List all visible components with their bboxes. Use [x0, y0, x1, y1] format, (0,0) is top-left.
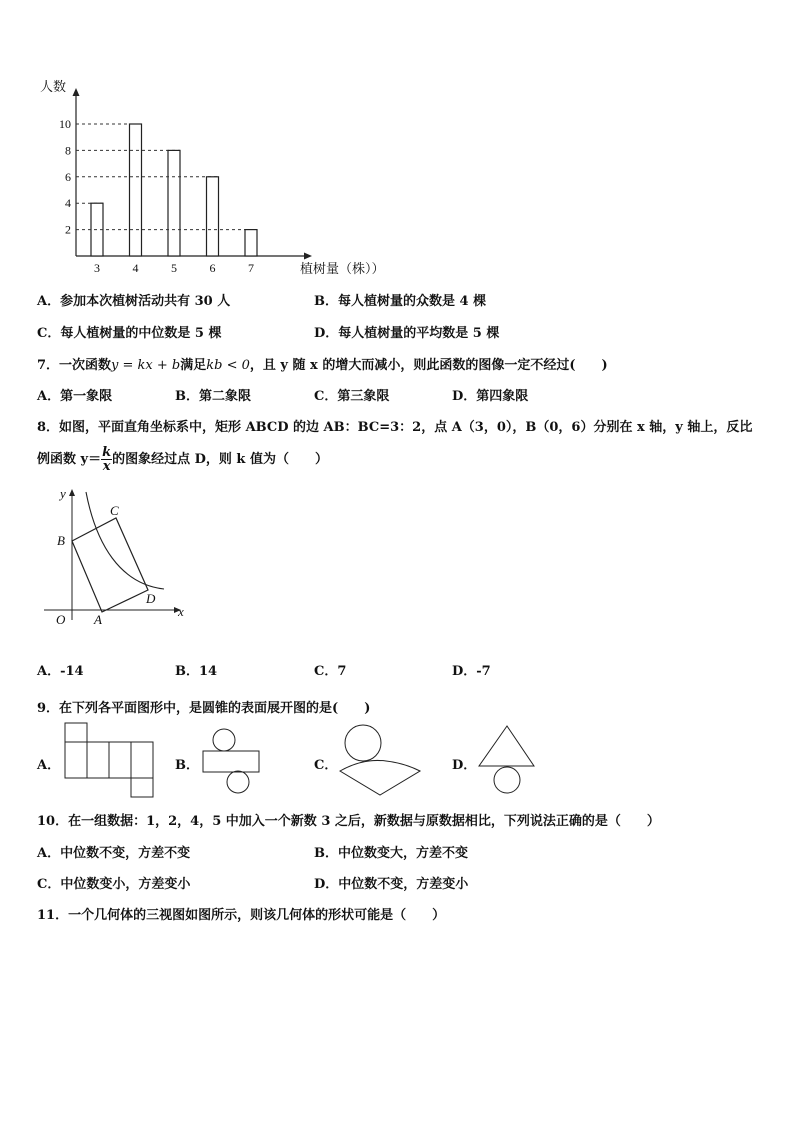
- bar-7: [245, 230, 257, 256]
- y-tick-4: 4: [65, 196, 71, 211]
- q7-stem-mid: 满足: [180, 358, 207, 373]
- q8-hyperbola: [86, 492, 164, 589]
- q9-stem: 9．在下列各平面图形中，是圆锥的表面展开图的是( ): [37, 701, 371, 716]
- q6-option-a: A．参加本次植树活动共有 30 人: [37, 294, 231, 309]
- q9-option-a-figure: [62, 722, 162, 802]
- y-tick-6: 6: [65, 169, 71, 184]
- q8-option-b: B．14: [175, 664, 218, 679]
- bar-6: [207, 177, 219, 256]
- x-tick-3: 3: [94, 261, 100, 275]
- q8-y-arrow: [69, 489, 75, 496]
- q8-rectangle: [72, 518, 148, 612]
- q10-option-c: C．中位数变小，方差变小: [37, 877, 191, 892]
- y-tick-10: 10: [59, 117, 71, 131]
- q10-option-d: D．中位数不变，方差变小: [314, 877, 469, 892]
- q8-label-c: C: [110, 503, 119, 518]
- q9-option-b-figure: [198, 722, 268, 802]
- y-tick-2: 2: [65, 222, 71, 237]
- q8-figure: [36, 484, 196, 644]
- q7-condition: kb < 0: [206, 358, 250, 373]
- x-tick-4: 4: [132, 261, 139, 275]
- q9-option-d-figure: [476, 722, 546, 802]
- q9-option-c-figure: [338, 722, 428, 802]
- bar-5: [168, 150, 180, 256]
- q10-stem: 10．在一组数据：1，2，4，5 中加入一个新数 3 之后，新数据与原数据相比，下列说法正确的是（ ）: [37, 814, 660, 829]
- q9-option-d-label: D．: [452, 758, 477, 773]
- x-axis-arrow: [304, 253, 312, 260]
- q8-line2-pre: 例函数 y＝: [37, 452, 102, 467]
- q8-label-b: B: [57, 533, 65, 548]
- q6-option-c: C．每人植树量的中位数是 5 棵: [37, 326, 222, 341]
- q6-option-d: D．每人植树量的平均数是 5 棵: [314, 326, 500, 341]
- q8-option-c: C．7: [314, 664, 347, 679]
- q8-label-d: D: [146, 591, 156, 606]
- q7-option-b: B．第二象限: [175, 389, 251, 404]
- q10-option-a: A．中位数不变，方差不变: [37, 846, 191, 861]
- q10-option-b: B．中位数变大，方差不变: [314, 846, 468, 861]
- q9-option-a-label: A．: [37, 758, 61, 773]
- q7-option-a: A．第一象限: [37, 389, 113, 404]
- x-tick-5: 5: [171, 261, 177, 275]
- x-axis-label: 植树量（株））: [300, 261, 385, 276]
- q8-stem-line1: 8．如图，平面直角坐标系中，矩形 ABCD 的边 AB：BC=3：2，点 A（3，0），B（0，6）分别在 x 轴，y 轴上，反比: [37, 420, 753, 435]
- q7-stem-post: ，且 y 随 x 的增大而减小，则此函数的图像一定不经过( ): [249, 358, 608, 373]
- bar-chart: [0, 0, 794, 290]
- q7-option-c: C．第三象限: [314, 389, 390, 404]
- x-tick-6: 6: [209, 261, 216, 275]
- q8-stem-line2: [37, 446, 328, 473]
- q8-label-x: x: [178, 604, 184, 619]
- q8-option-d: D．-7: [452, 664, 491, 679]
- q7-stem-pre: 7．一次函数: [37, 358, 112, 373]
- q8-label-o: O: [56, 612, 66, 627]
- bar-4: [130, 124, 142, 256]
- q8-line2-post: 的图象经过点 D，则 k 值为（ ）: [112, 452, 328, 467]
- q7-formula: y = kx + b: [111, 358, 181, 373]
- q8-frac-den: x: [102, 459, 111, 474]
- x-tick-7: 7: [248, 261, 254, 275]
- q8-frac-num: k: [102, 445, 112, 460]
- q8-label-a: A: [94, 612, 102, 627]
- q8-option-a: A．-14: [37, 664, 84, 679]
- q6-option-b: B．每人植树量的众数是 4 棵: [314, 294, 487, 309]
- y-tick-8: 8: [65, 143, 71, 158]
- q7-option-d: D．第四象限: [452, 389, 529, 404]
- q8-fraction: [101, 446, 112, 473]
- q8-label-y: y: [60, 486, 66, 501]
- q9-option-c-label: C．: [314, 758, 338, 773]
- y-axis-label: 人数: [40, 79, 67, 94]
- q7-stem: [37, 354, 608, 373]
- y-axis-arrow: [73, 88, 80, 96]
- q11-stem: 11．一个几何体的三视图如图所示，则该几何体的形状可能是（ ）: [37, 908, 446, 923]
- q9-option-b-label: B．: [175, 758, 199, 773]
